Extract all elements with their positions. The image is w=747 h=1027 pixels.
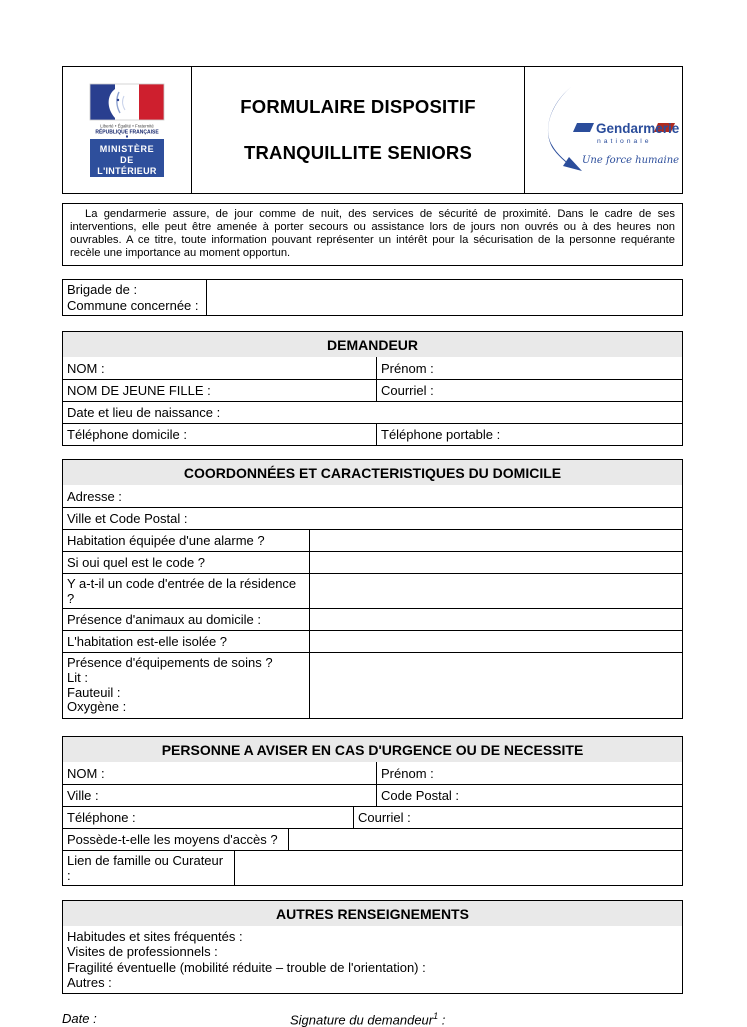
urgence-nom-label: NOM : [67, 765, 105, 781]
urgence-cp-field[interactable] [376, 785, 682, 806]
adresse-label: Adresse : [67, 488, 122, 504]
table-row [63, 379, 682, 401]
ministere-interieur-logo [85, 80, 169, 180]
table-row [63, 762, 682, 784]
table-row [63, 573, 682, 608]
brigade-table [62, 279, 683, 316]
table-row [63, 652, 682, 718]
ministry-line3: L'INTÉRIEUR [97, 166, 157, 176]
autres-table [62, 900, 683, 994]
gendarmerie-logo [530, 84, 680, 176]
commune-label: Commune concernée : [67, 297, 199, 313]
form-title-line1: FORMULAIRE DISPOSITIF [240, 96, 476, 117]
urgence-acces-label: Possède-t-elle les moyens d'accès ? [67, 832, 278, 848]
ville-cp-field[interactable] [63, 508, 682, 529]
naissance-label: Date et lieu de naissance : [67, 405, 221, 420]
urgence-lien-label: Lien de famille ou Curateur : [67, 853, 224, 884]
brigade-field[interactable] [206, 280, 682, 315]
table-row [63, 926, 682, 993]
animaux-label-cell [63, 609, 309, 630]
gendarmerie-slogan: Une force humaine [582, 155, 680, 166]
swoosh-arrow-tip [563, 157, 582, 171]
brigade-label-cell [63, 280, 206, 315]
code-label: Si oui quel est le code ? [67, 555, 206, 570]
ministry-logo-cell [63, 67, 191, 193]
urgence-prenom-label: Prénom : [381, 765, 434, 781]
equipements-label-cell [63, 653, 309, 718]
brigade-label: Brigade de : [67, 282, 138, 297]
signature-colon: : [438, 1012, 446, 1027]
tel-domicile-label: Téléphone domicile : [67, 427, 187, 442]
autres-label: Autres : [67, 974, 112, 990]
ministry-line1: MINISTÈRE [99, 144, 155, 154]
code-field[interactable] [309, 552, 682, 573]
code-entree-field[interactable] [309, 574, 682, 608]
oxygene-label: Oxygène : [67, 699, 127, 715]
equipements-field[interactable] [309, 653, 682, 718]
isolee-label: L'habitation est-elle isolée ? [67, 634, 228, 649]
urgence-courriel-label: Courriel : [358, 810, 411, 826]
alarme-label: Habitation équipée d'une alarme ? [67, 533, 265, 548]
tel-domicile-field[interactable] [63, 424, 376, 445]
demandeur-header: DEMANDEUR [63, 332, 682, 357]
gendarmerie-name: Gendarmerie [596, 121, 680, 136]
ministry-republic: RÉPUBLIQUE FRANÇAISE [95, 129, 159, 136]
nom-jeune-fille-field[interactable] [63, 380, 376, 401]
gendarmerie-swoosh-icon [548, 87, 578, 170]
animaux-field[interactable] [309, 609, 682, 630]
urgence-tel-label: Téléphone : [67, 810, 136, 826]
domicile-header: COORDONNÉES ET CARACTERISTIQUES DU DOMICILE [63, 460, 682, 485]
equipements-label: Présence d'équipements de soins ? [67, 655, 273, 670]
prenom-field[interactable] [376, 357, 682, 379]
urgence-courriel-field[interactable] [353, 807, 682, 828]
signature-label-group [290, 1011, 445, 1027]
form-content [62, 66, 683, 1027]
ville-cp-label: Ville et Code Postal : [67, 511, 188, 526]
nom-label: NOM : [67, 360, 105, 376]
courriel-field[interactable] [376, 380, 682, 401]
adresse-field[interactable] [63, 485, 682, 507]
urgence-tel-field[interactable] [63, 807, 353, 828]
footer [62, 1011, 683, 1027]
header-banner [62, 66, 683, 194]
table-row [63, 485, 682, 507]
gendarmerie-logo-cell [524, 67, 682, 193]
code-entree-label-cell [63, 574, 309, 608]
table-row [63, 357, 682, 379]
table-row [63, 551, 682, 573]
prenom-label: Prénom : [381, 360, 434, 376]
table-row [63, 423, 682, 445]
animaux-label: Présence d'animaux au domicile : [67, 612, 261, 627]
urgence-acces-field[interactable] [288, 829, 682, 850]
urgence-cp-label: Code Postal : [381, 788, 460, 804]
nom-jeune-fille-label: NOM DE JEUNE FILLE : [67, 383, 211, 398]
form-title-cell [191, 67, 524, 193]
brigade-row [63, 280, 682, 315]
urgence-acces-label-cell [63, 829, 288, 850]
table-row [63, 850, 682, 885]
nom-field[interactable] [63, 357, 376, 379]
urgence-ville-label: Ville : [67, 788, 99, 804]
isolee-label-cell [63, 631, 309, 652]
urgence-lien-label-cell [63, 851, 234, 885]
urgence-prenom-field[interactable] [376, 762, 682, 784]
code-label-cell [63, 552, 309, 573]
signature-footnote-ref: 1 [433, 1011, 439, 1021]
lit-label: Lit : [67, 669, 88, 685]
alarme-field[interactable] [309, 530, 682, 551]
urgence-header: PERSONNE A AVISER EN CAS D'URGENCE OU DE NECESSITE [63, 737, 682, 762]
table-row [63, 529, 682, 551]
tel-portable-label: Téléphone portable : [381, 427, 501, 442]
demandeur-table [62, 331, 683, 446]
table-row [63, 828, 682, 850]
table-row [63, 784, 682, 806]
table-row [63, 401, 682, 423]
code-entree-label: Y a-t-il un code d'entrée de la résidence ? [67, 576, 297, 606]
gendarmerie-subname: nationale [597, 138, 652, 145]
visites-label: Visites de professionnels : [67, 944, 218, 960]
intro-paragraph: La gendarmerie assure, de jour comme de nuit, des services de sécurité de proximité. Dans le cadre de ses interventions, elle peut être amenée à porter secours ou assistance lors de jours non ouvrés ou à des heures non ouvrables. A ce titre, toute information pouvant représenter un intérêt pour la sécurisation de la personne requérante recèle une importance au moment opportun. [62, 203, 683, 266]
courriel-label: Courriel : [381, 383, 434, 398]
table-row [63, 630, 682, 652]
alarme-label-cell [63, 530, 309, 551]
form-title-line2: TRANQUILLITE SENIORS [243, 142, 473, 163]
table-row [63, 608, 682, 630]
blue-strip-icon [573, 123, 594, 132]
signature-label: Signature du demandeur [290, 1012, 434, 1027]
date-label: Date : [62, 1011, 97, 1026]
urgence-ville-field[interactable] [63, 785, 376, 806]
urgence-table [62, 736, 683, 886]
domicile-table [62, 459, 683, 719]
isolee-field[interactable] [309, 631, 682, 652]
table-row [63, 806, 682, 828]
urgence-nom-field[interactable] [63, 762, 376, 784]
autres-field[interactable] [63, 926, 682, 993]
autres-header: AUTRES RENSEIGNEMENTS [63, 901, 682, 926]
marianne-flag-icon [90, 84, 164, 120]
urgence-lien-field[interactable] [234, 851, 682, 885]
ministry-line2: DE [120, 155, 134, 165]
table-row [63, 507, 682, 529]
habitudes-label: Habitudes et sites fréquentés : [67, 929, 243, 945]
ministry-motto: Liberté • Égalité • Fraternité [100, 123, 154, 129]
tel-portable-field[interactable] [376, 424, 682, 445]
fauteuil-label: Fauteuil : [67, 684, 121, 700]
fragilite-label: Fragilité éventuelle (mobilité réduite – trouble de l'orientation) : [67, 959, 426, 975]
naissance-field[interactable] [63, 402, 682, 423]
